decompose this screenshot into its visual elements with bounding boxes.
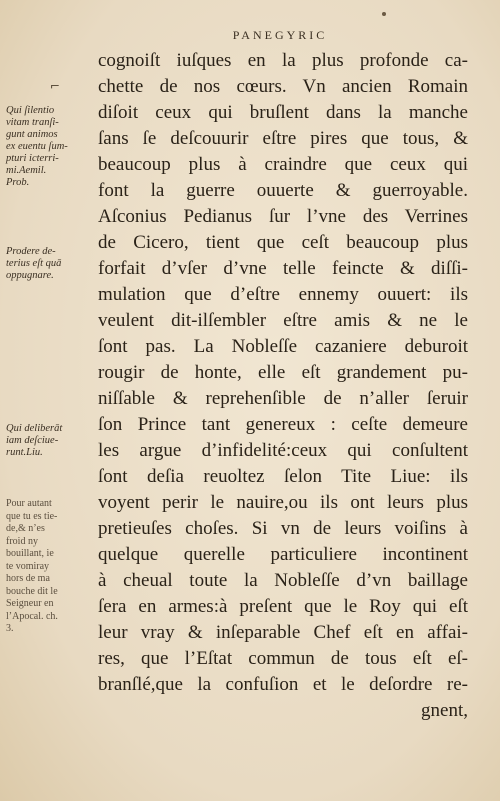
text-line: pretieuſes choſes. Si vn de leurs voiſins à bbox=[98, 518, 468, 539]
marginal-note-line: gunt animos bbox=[6, 129, 58, 140]
text-line: forfait d’vſer d’vne telle feincte & diſſi- bbox=[98, 258, 468, 279]
text-line: res, que l’Eſtat commun de tous eſt eſ- bbox=[98, 648, 468, 669]
text-line: cognoiſt iuſques en la plus profonde ca- bbox=[98, 50, 468, 71]
marginal-note-line: Qui deliberāt bbox=[6, 423, 63, 434]
marginal-note-line: pturi icterri- bbox=[6, 153, 59, 164]
text-line: leur vray & inſeparable Chef eſt en affai- bbox=[98, 622, 468, 643]
marginal-note-line: Prob. bbox=[6, 177, 30, 188]
text-line: mulation que d’eſtre ennemy ouuert: ils bbox=[98, 284, 468, 305]
running-title: PANEGYRIC bbox=[232, 28, 328, 42]
marginal-note-line: vitam tranſi- bbox=[6, 117, 59, 128]
marginal-note-line: bouche dit le bbox=[6, 585, 58, 597]
text-line: ſera en armes:à preſent que le Roy qui eſt bbox=[98, 596, 468, 617]
text-line: gnent, bbox=[421, 700, 468, 721]
marginal-note-line: l’Apocal. ch. bbox=[6, 610, 58, 622]
marginal-note-line: Qui ſilentio bbox=[6, 105, 55, 116]
text-line: ſont deſia reuoltez ſelon Tite Liue: ils bbox=[98, 466, 468, 487]
text-line: beaucoup plus à craindre que ceux qui bbox=[98, 154, 468, 175]
text-line: de Cicero, tient que ceſt beaucoup plus bbox=[98, 232, 468, 253]
marginal-note-4 bbox=[6, 498, 58, 636]
marginal-note-line: froid ny bbox=[6, 535, 38, 547]
marginal-note-line: oppugnare. bbox=[6, 270, 54, 281]
marginal-note-line: hors de ma bbox=[6, 573, 50, 584]
marginal-note-line: Seigneur en bbox=[6, 598, 54, 609]
marginal-note-line: 3. bbox=[6, 623, 14, 634]
text-line: chette de nos cœurs. Vn ancien Romain bbox=[98, 76, 468, 97]
marginal-note-line: terius eſt quā bbox=[6, 258, 62, 269]
marginal-note-line: te vomiray bbox=[6, 560, 50, 572]
text-line: à cheual toute la Nobleſſe d’vn baillage bbox=[98, 570, 468, 591]
text-line: rougir de honte, elle eſt grandement pu- bbox=[98, 362, 468, 383]
text-line: ſon Prince tant genereux : ceſte demeure bbox=[98, 414, 468, 435]
marginal-note-3 bbox=[6, 423, 62, 459]
text-line: diſoit ceux qui bruſlent dans la manche bbox=[98, 102, 468, 123]
marginal-note-2 bbox=[6, 246, 61, 282]
text-line: branſlé,que la confuſion et le deſordre re- bbox=[98, 674, 468, 695]
text-line: veulent dit-ilſembler eſtre amis & ne le bbox=[98, 310, 468, 331]
ink-dot bbox=[382, 12, 386, 16]
paragraph-mark-icon: ⌐ bbox=[50, 79, 61, 93]
text-line: les argue d’infidelité:ceux qui conſultent bbox=[98, 440, 468, 461]
marginal-note-line: iam deſciue- bbox=[6, 435, 59, 446]
marginal-note-line: ex euentu ſum- bbox=[6, 141, 68, 152]
marginal-note-1 bbox=[6, 105, 68, 189]
text-line: voyent perir le nauire,ou ils ont leurs plus bbox=[98, 492, 468, 513]
running-header bbox=[0, 28, 500, 43]
text-line: ſont pas. La Nobleſſe cazaniere deburoit bbox=[98, 336, 468, 357]
text-line: Aſconius Pedianus ſur l’vne des Verrines bbox=[98, 206, 468, 227]
marginal-note-line: runt.Liu. bbox=[6, 447, 43, 458]
text-line: niſſable & reprehenſible de n’aller ſeruir bbox=[98, 388, 468, 409]
marginal-note-line: Pour autant bbox=[6, 498, 52, 509]
marginal-note-line: Prodere de- bbox=[6, 246, 56, 257]
marginal-note-line: mi.Aemil. bbox=[6, 165, 47, 176]
text-line: quelque querelle particuliere incontinent bbox=[98, 544, 468, 565]
text-line: ſans ſe deſcouurir eſtre pires que tous, & bbox=[98, 128, 468, 149]
marginal-note-line: que tu es tie- bbox=[6, 510, 58, 522]
marginal-note-line: bouillant, ie bbox=[6, 548, 54, 559]
marginal-note-line: de,& n’es bbox=[6, 523, 45, 534]
text-line: font la guerre ouuerte & guerroyable. bbox=[98, 180, 468, 201]
